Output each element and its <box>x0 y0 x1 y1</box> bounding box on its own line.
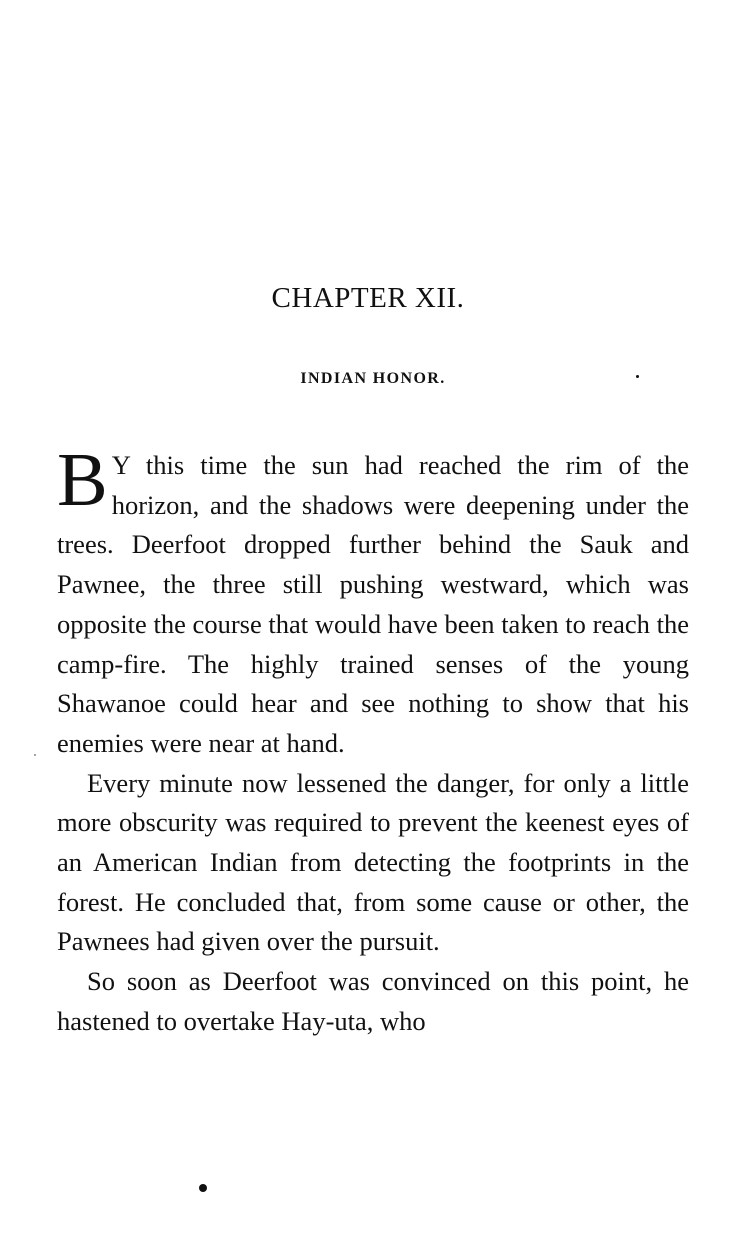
print-speck <box>34 754 36 756</box>
paragraph-3: So soon as Deerfoot was convinced on this point, he hastened to overtake Hay-uta, who <box>57 966 689 1036</box>
paragraph-1-text: Y this time the sun had reached the rim of the horizon, and the shadows were deepening under the trees. Deerfoot dropped further behind the Sauk and Pawnee, the three still pushing westward, which was opposite the course that would have been taken to reach the camp-fire. The highly trained senses of the young Shawanoe could hear and see nothing to show that his enemies were near at hand. <box>57 450 689 758</box>
paragraph-1 <box>57 438 689 764</box>
print-speck <box>636 375 639 378</box>
print-speck <box>199 1184 207 1192</box>
paragraph-2: Every minute now lessened the danger, for only a little more obscurity was required to prevent the keenest eyes of an American Indian from detecting the footprints in the forest. He concluded that, from some cause or other, the Pawnees had given over the pursuit. <box>57 767 689 957</box>
chapter-subtitle: INDIAN HONOR. <box>300 370 446 387</box>
chapter-body <box>57 438 689 1042</box>
drop-cap: B <box>57 438 108 522</box>
chapter-title: CHAPTER XII. <box>271 282 465 314</box>
